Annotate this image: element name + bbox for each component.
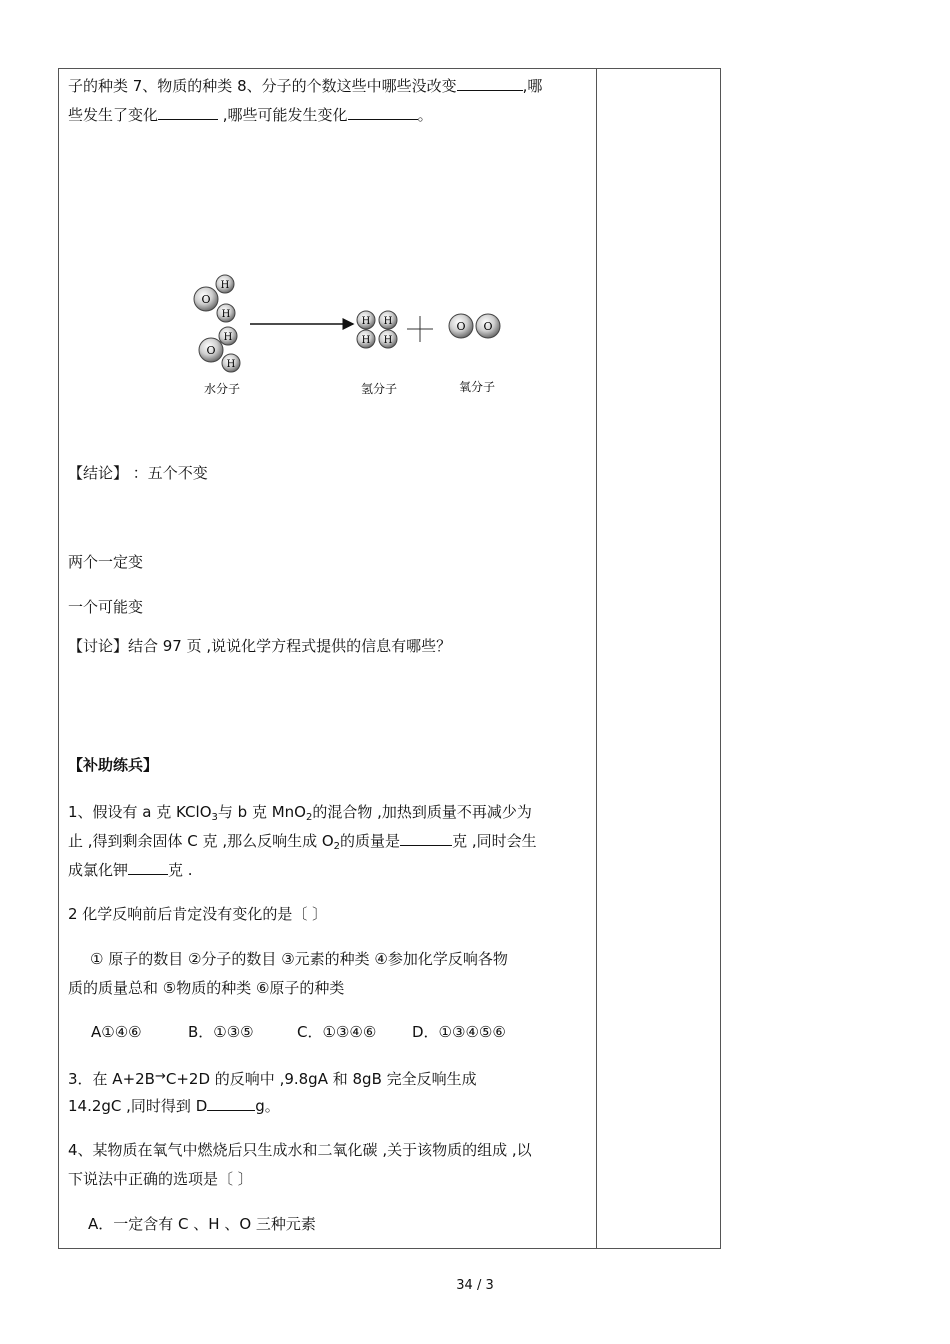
hydrogen-molecules: [357, 311, 397, 348]
atom-label: H: [221, 309, 231, 320]
subscript: 3: [211, 812, 218, 823]
table-column-divider: [596, 68, 597, 1249]
subscript: 2: [333, 841, 341, 852]
atom-label: O: [206, 344, 216, 357]
oxygen-label: 氧分子: [458, 380, 496, 394]
discussion-prompt: 【讨论】结合 97 页 ,说说化学方程式提供的信息有哪些？: [68, 637, 452, 655]
atom-label: H: [361, 335, 371, 346]
atom-label: H: [383, 335, 393, 346]
intro-text: ,哪: [522, 77, 543, 95]
q3-text: 14.2gC ,同时得到 D: [68, 1097, 208, 1115]
atom-label: O: [201, 293, 211, 306]
conclusion-line: 【结论】 ：五个不变: [68, 464, 208, 482]
water-molecule: [199, 327, 240, 372]
question-2-stem: 2 化学反响前后肯定没有变化的是〔 〕: [68, 905, 328, 923]
question-1-line-3: [68, 860, 193, 880]
answer-blank: [158, 105, 218, 120]
water-molecule: [194, 275, 235, 322]
q1-text: 止 ,得到剩余固体 C 克 ,那么反响生成 O: [68, 832, 334, 850]
question-1-line-2: [68, 831, 537, 851]
q3-text: g。: [255, 1097, 280, 1115]
atom-label: H: [223, 332, 233, 343]
q1-text: 成氯化钾: [68, 861, 129, 879]
q3-text: 3．在 A+2B: [68, 1070, 155, 1088]
answer-blank: [207, 1096, 255, 1111]
water-decomposition-diagram: [185, 268, 515, 408]
practice-title: 【补助练兵】: [68, 756, 159, 774]
q1-text: 的质量是: [340, 832, 401, 850]
question-4-option-a: A．一定含有 C 、H 、O 三种元素: [88, 1215, 316, 1233]
question-2-option-b: B．①③⑤: [188, 1023, 254, 1041]
intro-text: 些发生了变化: [68, 106, 159, 124]
question-2-option-c: C．①③④⑥: [297, 1023, 377, 1041]
question-2-option-a: A①④⑥: [91, 1023, 142, 1041]
q1-text: 与 b 克 MnO: [217, 803, 306, 821]
intro-text: 子的种类 7、物质的种类 8、分子的个数这些中哪些没改变: [68, 77, 457, 95]
intro-line-2: [68, 105, 433, 125]
intro-line-1: [68, 76, 542, 96]
question-2-items-1: ① 原子的数目 ②分子的数目 ③元素的种类 ④参加化学反响各物: [90, 950, 508, 968]
q3-text: C+2D 的反响中 ,9.8gA 和 8gB 完全反响生成: [165, 1070, 477, 1088]
page-number: 34 / 3: [456, 1278, 494, 1293]
question-1-line-1: [68, 802, 532, 822]
q1-text: 的混合物 ,加热到质量不再减少为: [312, 803, 532, 821]
answer-blank: [457, 76, 523, 91]
subscript: 2: [305, 812, 313, 823]
question-4-line-1: 4、某物质在氧气中燃烧后只生成水和二氧化碳 ,关于该物质的组成 ,以: [68, 1141, 532, 1159]
q1-text: 克 ,同时会生: [452, 832, 537, 850]
atom-label: H: [361, 316, 371, 327]
conclusion-line: 两个一定变: [68, 553, 144, 571]
water-label: 水分子: [203, 382, 241, 396]
answer-blank: [400, 831, 452, 846]
question-3-line-2: [68, 1096, 280, 1116]
q1-text: 克 .: [168, 861, 193, 879]
answer-blank: [348, 105, 418, 120]
question-4-line-2: 下说法中正确的选项是〔 〕: [68, 1170, 253, 1188]
atom-label: H: [226, 359, 236, 370]
atom-label: H: [383, 316, 393, 327]
q1-text: 1、假设有 a 克 KClO: [68, 803, 212, 821]
intro-text: ,哪些可能发生变化: [218, 106, 348, 124]
question-2-items-2: 质的质量总和 ⑤物质的种类 ⑥原子的种类: [68, 979, 345, 997]
oxygen-molecule: [449, 314, 500, 338]
answer-blank: [128, 860, 168, 875]
hydrogen-label: 氢分子: [360, 382, 398, 396]
atom-label: H: [220, 280, 230, 291]
reaction-arrow-icon: →: [154, 1069, 166, 1084]
question-2-option-d: D．①③④⑤⑥: [412, 1023, 506, 1041]
atom-label: O: [483, 320, 493, 333]
question-3-line-1: [68, 1067, 477, 1089]
atom-label: O: [456, 320, 466, 333]
intro-text: 。: [417, 106, 433, 124]
conclusion-line: 一个可能变: [68, 598, 144, 616]
